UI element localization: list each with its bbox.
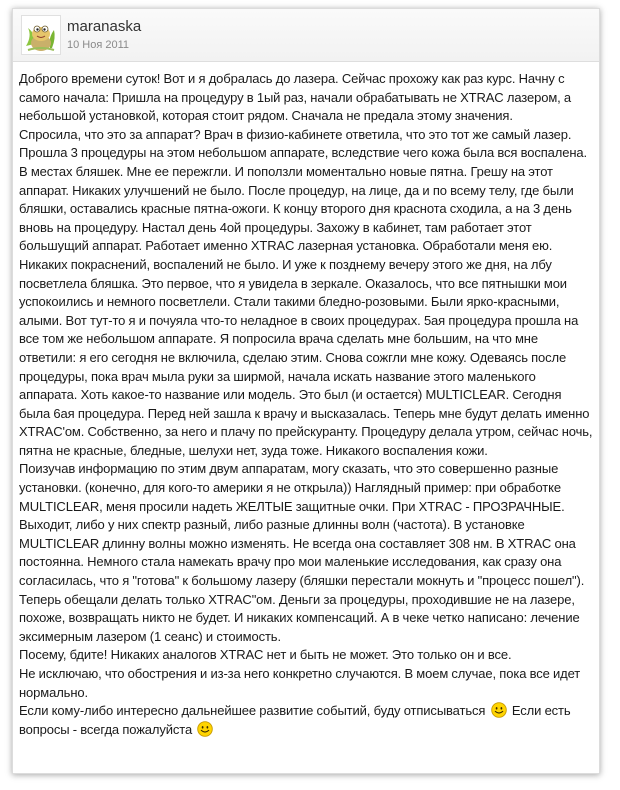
post-header — [13, 9, 599, 62]
smiley-face-icon — [491, 702, 507, 718]
post-paragraph: Поизучав информацию по этим двум аппаратам, могу сказать, что это совершенно разные установки. (конечно, для кого-то америки я не открыла)) Наглядный пример: при обработке MULTICLEAR, меня просили надеть ЖЕЛТЫЕ защитные очки. При XTRAC - ПРОЗРАЧНЫЕ. Выходит, либо у них спектр разный, либо разные длинны волн (частота). В установке MULTICLEAR длинну волны можно изменять. Не всегда она составляет 308 нм. В XTRAC она постоянна. Немного стала намекать врачу про мои маленькие исследования, как сразу она согласилась, что я "готова" к большому лазеру (бляшки перестали мокнуть и "процесс пошел"). Теперь обещали делать только XTRAC"ом. Деньги за процедуры, проходившие не на лазере, похоже, возвращать никто не будет. И никаких компенсаций. А в чеке четко написано: лечение эксимерным лазером (1 сеанс) и стоимость. — [19, 461, 585, 644]
post-date: 10 Ноя 2011 — [67, 39, 130, 51]
post-body — [13, 62, 599, 739]
post-paragraph: Посему, бдите! Никаких аналогов XTRAC нет и быть не может. Это только он и все. — [19, 647, 512, 663]
frog-avatar-icon — [22, 16, 60, 54]
forum-post — [12, 8, 600, 774]
avatar[interactable] — [21, 15, 61, 55]
closing-text: Если кому-либо интересно дальнейшее развитие событий, буду отписываться — [19, 703, 486, 719]
smiley-face-icon — [197, 721, 213, 737]
post-paragraph: Спросила, что это за аппарат? Врач в физио-кабинете ответила, что это тот же самый лазер. Прошла 3 процедуры на этом небольшом аппарате, вследствие чего кожа была вся воспалена. В местах бляшек. Мне ее пережгли. И поползли моментально новые пятна. Грешу на этот аппарат. Никаких улучшений не было. После процедур, на лице, да и по всему телу, где были бляшки, оставались красные пятна-ожоги. К концу второго дня краснота сходила, а на 3 день вновь на процедуру. Настал день 4ой процедуры. Захожу в кабинет, там работает этот большущий аппарат. Работает именно XTRAC лазерная установка. Обработали меня ею. Никаких покраснений, воспалений не было. И уже к позднему вечеру этого же дня, на лбу посветлела бляшка. Это первое, что я увидела в зеркале. Оказалось, что все пятнышки мои успокоились и немного посветлели. Стали такими бледно-розовыми. Были ярко-красными, алыми. Вот тут-то я и почуяла что-то неладное в своих процедурах. 5ая процедура прошла на все том же небольшом аппарате. Я попросила врача сделать мне большим, на что мне ответили: я его сегодня не включила, сделаю этим. Снова сожгли мне кожу. Одеваясь после процедуры, пока врач мыла руки за ширмой, начала искать название этого маленького аппарата. Хоть какое-то название или модель. Это был (и остается) MULTICLEAR. Сегодня была 6ая процедура. Перед ней зашла к врачу и высказалась. Теперь мне будут делать именно XTRAC'ом. Собственно, за него и плачу по прейскуранту. Процедуру делала утром, сейчас ночь, пятна не красные, бледные, шелухи нет, зуда тоже. Никакого воспаления кожи. — [19, 126, 593, 458]
post-paragraph: Не исключаю, что обострения и из-за него конкретно случаются. В моем случае, пока все идет нормально. — [19, 666, 581, 700]
post-paragraph: Доброго времени суток! Вот и я добралась до лазера. Сейчас прохожу как раз курс. Начну с самого начала: Пришла на процедуру в 1ый раз, начали обрабатывать не XTRAC лазером, а небольшой установкой, которая стоит рядом. Сначала не предала этому значения. — [19, 71, 572, 124]
post-closing — [19, 702, 593, 739]
closing-text-2: Если есть вопросы - всегда пожалуйста — [19, 703, 571, 737]
author-name-link[interactable]: maranaska — [67, 18, 142, 35]
